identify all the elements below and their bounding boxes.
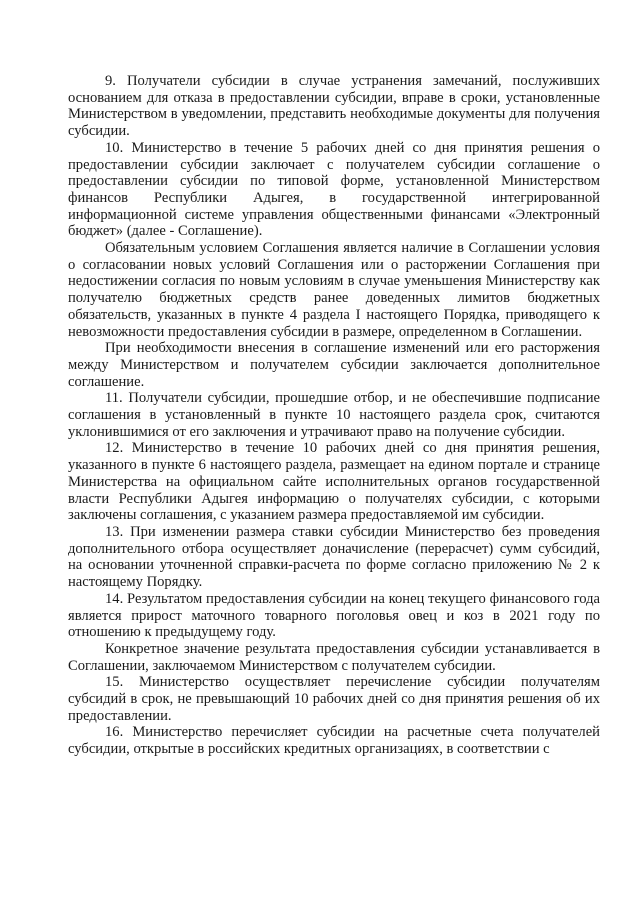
- paragraph-15: 15. Министерство осуществляет перечисление субсидии получателям субсидий в срок, не превышающий 10 рабочих дней со дня принятия решения об их предоставлении.: [68, 674, 600, 724]
- paragraph-10: 10. Министерство в течение 5 рабочих дней со дня принятия решения о предоставлении субсидии заключает с получателем субсидии соглашение о предоставлении субсидии по типовой форме, установленной Министерством финансов Республики Адыгея, в государственной интегрированной информационной системе управления общественными финансами «Электронный бюджет» (далее - Соглашение).: [68, 139, 600, 240]
- document-page: [68, 73, 600, 758]
- paragraph-9: 9. Получатели субсидии в случае устранения замечаний, послуживших основанием для отказа в предоставлении субсидии, вправе в сроки, установленные Министерством в уведомлении, представить необходимые документы для получения субсидии.: [68, 73, 600, 140]
- paragraph-10-amendment: При необходимости внесения в соглашение изменений или его расторжения между Министерством и получателем субсидии заключается дополнительное соглашение.: [68, 340, 600, 390]
- paragraph-11: 11. Получатели субсидии, прошедшие отбор, и не обеспечившие подписание соглашения в установленный в пункте 10 настоящего раздела срок, считаются уклонившимися от его заключения и утрачивают право на получение субсидии.: [68, 390, 600, 440]
- paragraph-14-result-value: Конкретное значение результата предоставления субсидии устанавливается в Соглашении, заключаемом Министерством с получателем субсидии.: [68, 640, 600, 674]
- paragraph-10-condition: Обязательным условием Соглашения является наличие в Соглашении условия о согласовании новых условий Соглашения или о расторжении Соглашения при недостижении согласия по новым условиям в случае уменьшения Министерству как получателю бюджетных средств ранее доведенных лимитов бюджетных обязательств, указанных в пункте 4 раздела I настоящего Порядка, приводящего к невозможности предоставления субсидии в размере, определенном в Соглашении.: [68, 240, 600, 340]
- paragraph-12: 12. Министерство в течение 10 рабочих дней со дня принятия решения, указанного в пункте 6 настоящего раздела, размещает на едином портале и странице Министерства на официальном сайте исполнительных органов государственной власти Республики Адыгея информацию о получателях субсидии, с которыми заключены соглашения, с указанием размера предоставляемой им субсидии.: [68, 440, 600, 524]
- paragraph-14: 14. Результатом предоставления субсидии на конец текущего финансового года является прирост маточного товарного поголовья овец и коз в 2021 году по отношению к предыдущему году.: [68, 590, 600, 641]
- paragraph-13: 13. При изменении размера ставки субсидии Министерство без проведения дополнительного отбора осуществляет доначисление (перерасчет) сумм субсидий, на основании уточненной справки-расчета по форме согласно приложению № 2 к настоящему Порядку.: [68, 523, 600, 591]
- paragraph-16: 16. Министерство перечисляет субсидии на расчетные счета получателей субсидии, открытые в российских кредитных организациях, в соответствии с: [68, 724, 600, 758]
